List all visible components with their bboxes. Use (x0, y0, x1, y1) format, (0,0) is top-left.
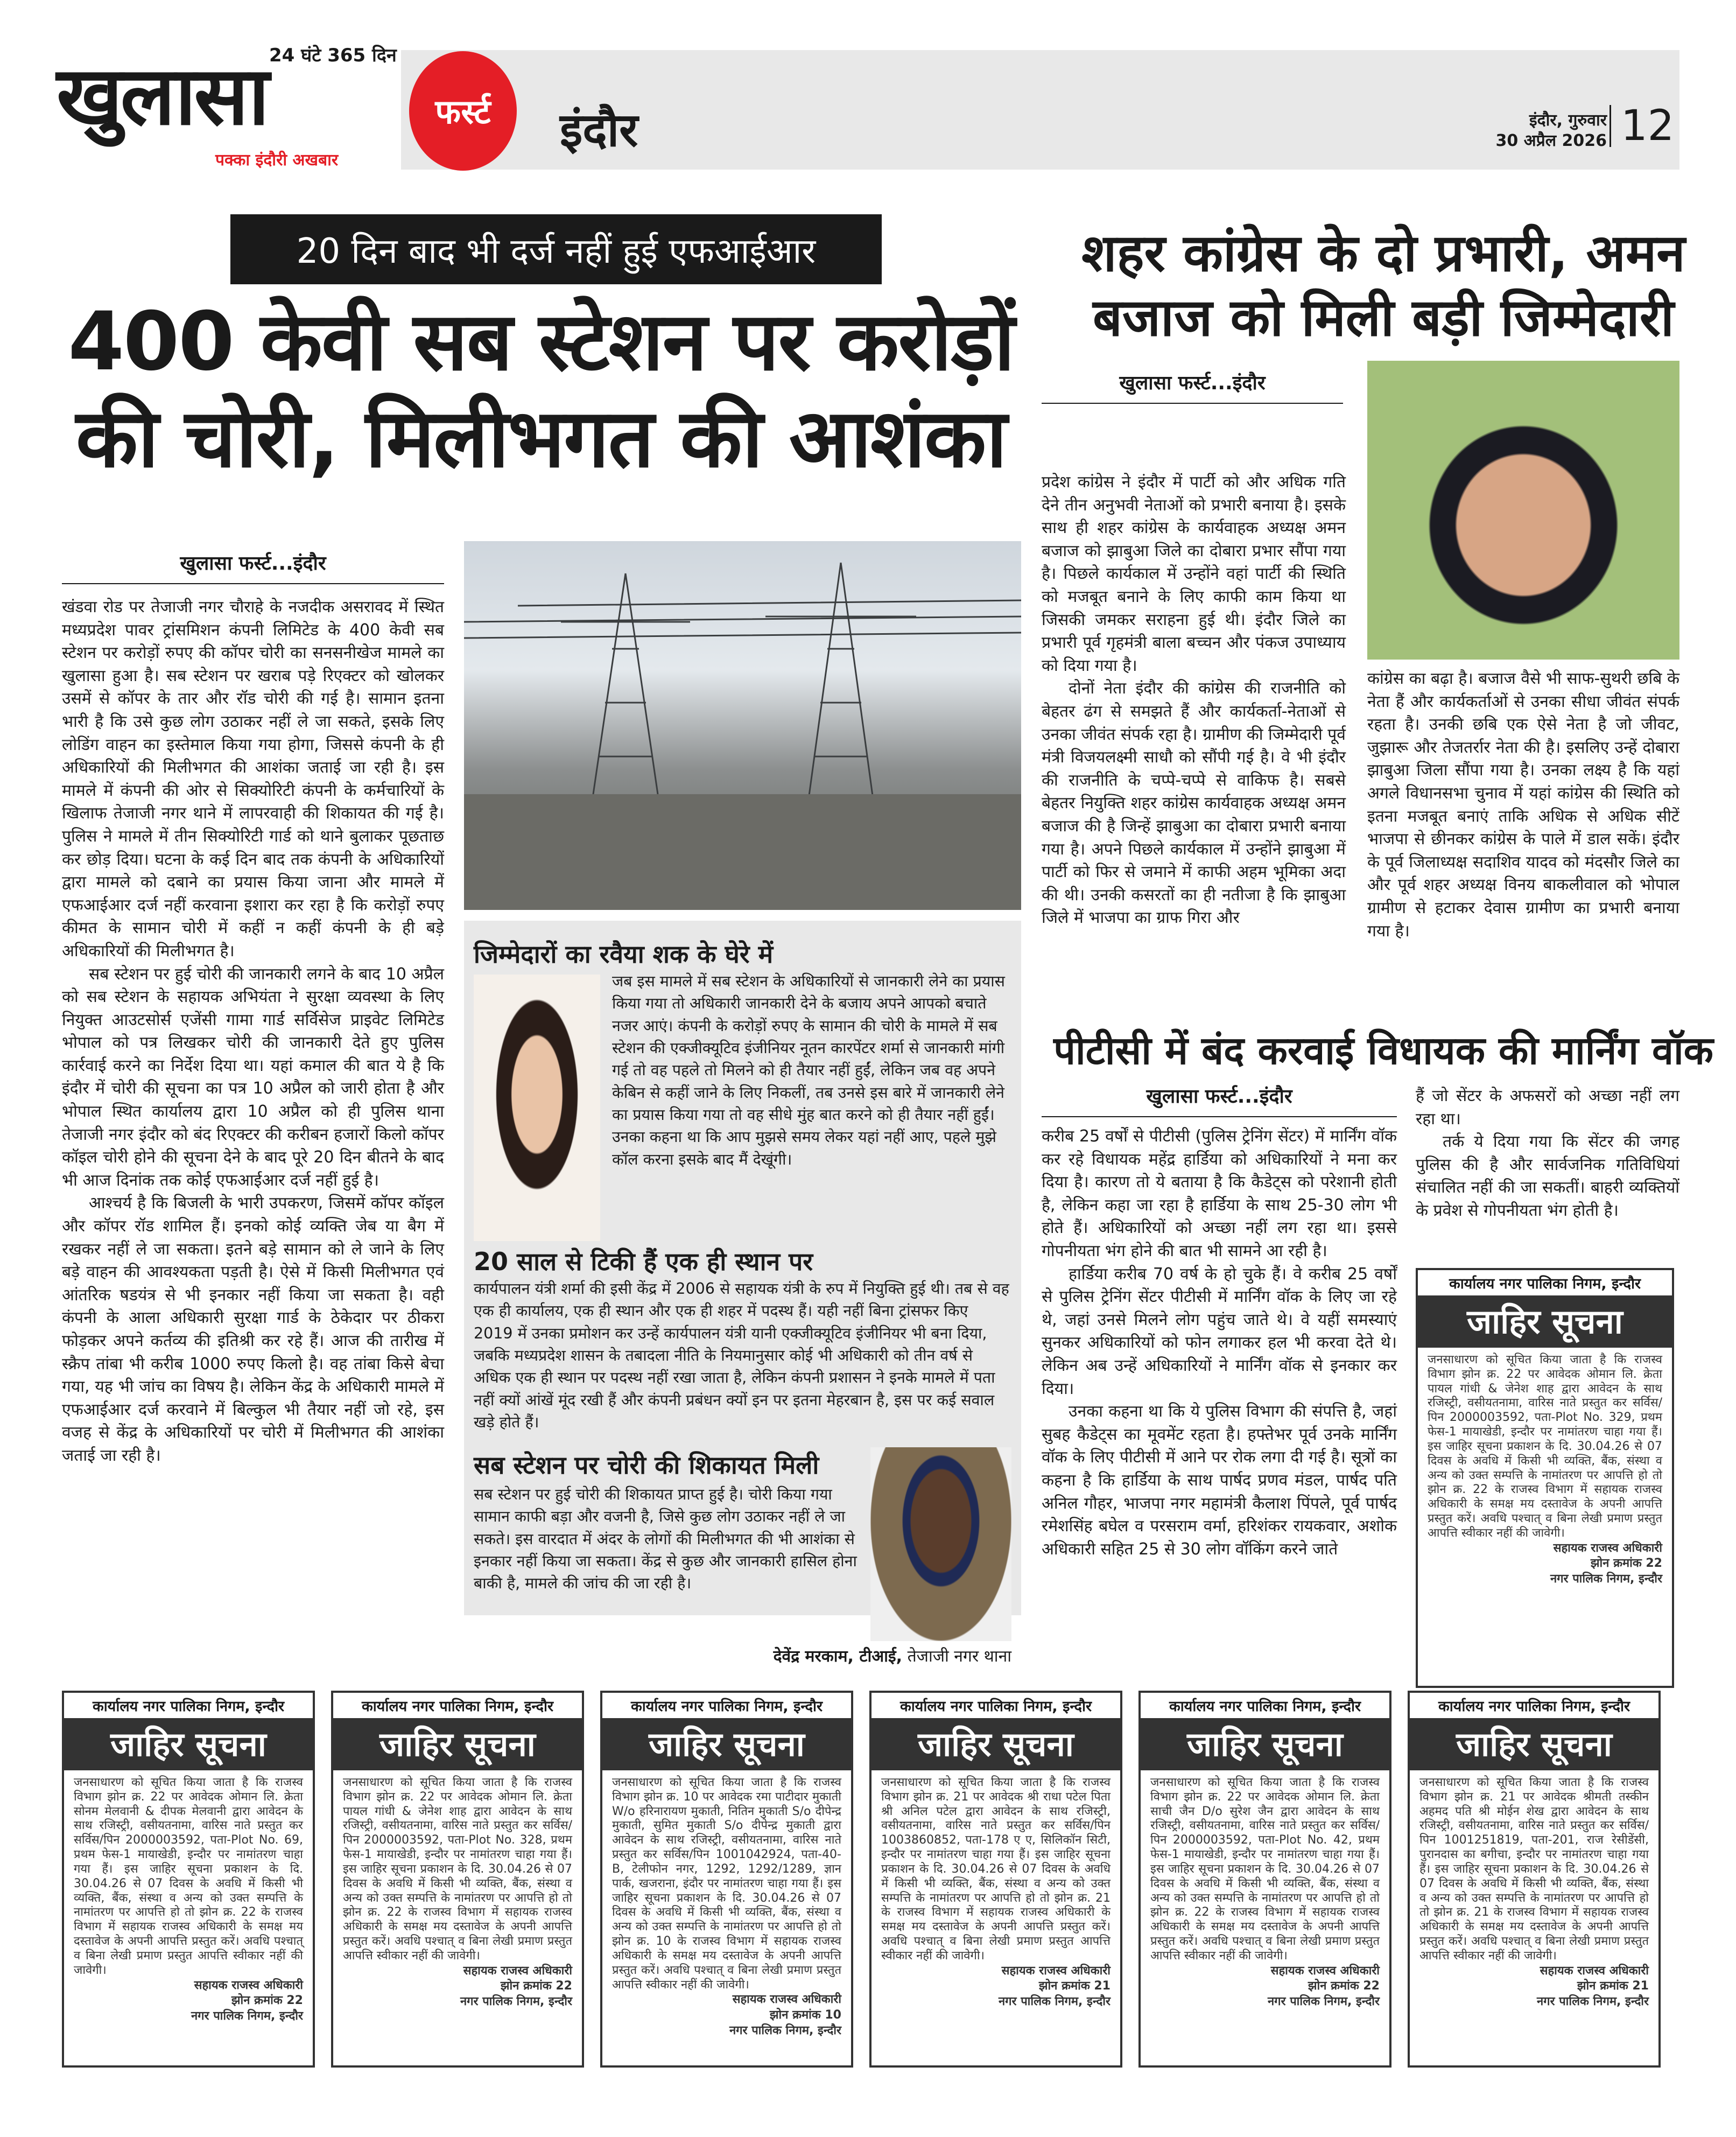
lead-paragraph: आश्चर्य है कि बिजली के भारी उपकरण, जिसमें कॉपर कॉइल और कॉपर रॉड शामिल हैं। इनको कोई व्यक्ति जेब या बैग में रखकर नहीं ले जा सकता। इतने बड़े सामान को ले जाने के लिए बड़े वाहन की आवश्यकता पड़ती है। ऐसे में किसी मिलीभगत एवं आंतरिक षडयंत्र से भी इनकार नहीं किया जा सकता है। वही कंपनी के आला अधिकारी सुरक्षा गार्ड के ठेकेदार पर ठीकरा फोड़कर अपने कर्तव्य की इतिश्री कर रहे हैं। आज की तारीख में स्क्रैप तांबा भी करीब 1000 रुपए किलो है। वह तांबा किसे बेचा गया, यह भी जांच का विषय है। लेकिन केंद्र के अधिकारी मामले में एफआईआर दर्ज करवाने में बिल्कुल भी तैयार नहीं जो रहे, इस वजह से केंद्र के अधिकारियों पर चोरी में मिलीभगत की आशंका जताई जा रही है। (62, 1194, 444, 1465)
sidebar-heading: 20 साल से टिकी हैं एक ही स्थान पर (474, 1247, 813, 1276)
newspaper-logo: खुलासा (57, 50, 268, 143)
sidebar-text: जब इस मामले में सब स्टेशन के अधिकारियों से जानकारी लेने का प्रयास किया गया तो अधिकारी जानकारी देने के बजाय अपने आपको बचाते नजर आएं। कंपनी के करोड़ों रुपए के सामान की चोरी के मामले में सब स्टेशन की एक्जीक्यूटिव इंजीनियर नूतन कारपेंटर शर्मा से जानकारी मांगी गई तो वह पहले तो मिलने को ही तैयार नहीं हुईं, लेकिन जब वह अपने केबिन से कहीं जाने के लिए निकलीं, तब उनसे इस बारे में जानकारी लेने का प्रयास किया गया तो वह सीधे मुंह बात करने को ही तैयार नहीं हुईं। उनका कहना था कि आप मुझसे समय लेकर यहां नहीं आए, पहले मुझे कॉल करना इसके बाद मैं देखूंगी। (474, 970, 1011, 1171)
ptc-headline: पीटीसी में बंद करवाई विधायक की मार्निंग वॉक (1053, 1028, 1713, 1073)
public-notice (869, 1691, 1122, 2068)
notice-text: जनसाधारण को सूचित किया जाता है कि राजस्व विभाग झोन क्र. 22 पर आवेदक ओमान लि. क्रेता सोनम मेलवानी & दीपक मेलवानी द्वारा आवेदन के साथ रजिस्ट्री, वसीयतनामा, वारिस नाते प्रस्तुत कर सर्विस/पिन 2000003592, पता-Plot No. 69, प्रथम फेस-1 मायाखेडी, इन्दौर पर नामांतरण चाहा गया हैं। इस जाहिर सूचना प्रकाशन के दि. 30.04.26 से 07 दिवस के अवधि में किसी भी व्यक्ति, बैंक, संस्था व अन्य को उक्त सम्पत्ति के नामांतरण पर आपत्ति हो तो झोन क्र. 22 के राजस्व विभाग में सहायक राजस्व अधिकारी के समक्ष मय दस्तावेज के अपनी आपत्ति प्रस्तुत करें। अवधि पश्चात् व बिना लेखी प्रमाण प्रस्तुत आपत्ति स्वीकार नहीं की जावेगी। (74, 1776, 303, 1977)
substation-photo (464, 541, 1021, 910)
ptc-paragraph: हार्डिया करीब 70 वर्ष के हो चुके हैं। वे करीब 25 वर्षों से पुलिस ट्रेनिंग सेंटर पीटीसी में मार्निंग वॉक के लिए जा रहे थे, जहां उनसे मिलने लोग पहुंच जाते थे। वे यहीं समस्याएं सुनकर अधिकारियों को फोन लगाकर हल भी करवा देते थे। लेकिन अब उन्हें अधिकारियों ने मार्निंग वॉक से इनकार कर दिया। (1042, 1264, 1397, 1398)
page-number: 12 (1610, 105, 1674, 147)
notice-text: जनसाधारण को सूचित किया जाता है कि राजस्व विभाग झोन क्र. 21 पर आवेदक श्री राधा पटेल पिता श्री अनिल पटेल द्वारा आवेदन के साथ रजिस्ट्री, वसीयतनामा, वारिस नाते प्रस्तुत कर सर्विस/पिन 1003860852, पता-178 ए ए, सिलिकॉन सिटी, इन्दौर पर नामांतरण चाहा गया हैं। इस जाहिर सूचना प्रकाशन के दि. 30.04.26 से 07 दिवस के अवधि में किसी भी व्यक्ति, बैंक, संस्था व अन्य को उक्त सम्पत्ति के नामांतरण पर आपत्ति हो तो झोन क्र. 21 के राजस्व विभाग में सहायक राजस्व अधिकारी के समक्ष मय दस्तावेज के अपनी आपत्ति प्रस्तुत करें। अवधि पश्चात् व बिना लेखी प्रमाण प्रस्तुत आपत्ति स्वीकार नहीं की जावेगी। (881, 1776, 1111, 1963)
notice-office: कार्यालय नगर पालिका निगम, इन्दौर (1418, 1270, 1672, 1297)
notice-office: कार्यालय नगर पालिका निगम, इन्दौर (871, 1693, 1120, 1720)
engineer-portrait (474, 975, 600, 1241)
congress-byline: खुलासा फर्स्ट...इंदौर (1042, 369, 1343, 404)
notice-signature: सहायक राजस्व अधिकारी झोन क्रमांक 21 नगर पालिक निगम, इन्दौर (1536, 1964, 1649, 2008)
ptc-paragraph: तर्क ये दिया गया कि सेंटर की जगह पुलिस की है और सार्वजनिक गतिविधियां संचालित नहीं की जा सकतीं। बाहरी व्यक्तियों के प्रवेश से गोपनीयता भंग होती है। (1416, 1132, 1679, 1220)
congress-article-column (1367, 668, 1679, 943)
notice-text: जनसाधारण को सूचित किया जाता है कि राजस्व विभाग झोन क्र. 22 पर आवेदक ओमान लि. क्रेता पायल गांधी & जेनेश शाह द्वारा आवेदन के साथ रजिस्ट्री, वसीयतनामा, वारिस नाते प्रस्तुत कर सर्विस/पिन 2000003592, पता-Plot No. 329, प्रथम फेस-1 मायाखेडी, इन्दौर पर नामांतरण चाहा गया हैं। इस जाहिर सूचना प्रकाशन के दि. 30.04.26 से 07 दिवस के अवधि में किसी भी व्यक्ति, बैंक, संस्था व अन्य को उक्त सम्पत्ति के नामांतरण पर आपत्ति हो तो झोन क्र. 22 के राजस्व विभाग में सहायक राजस्व अधिकारी के समक्ष मय दस्तावेज के अपनी आपत्ति प्रस्तुत करें। अवधि पश्चात् व बिना लेखी प्रमाण प्रस्तुत आपत्ति स्वीकार नहीं की जावेगी। (1428, 1353, 1662, 1540)
notice-office: कार्यालय नगर पालिका निगम, इन्दौर (64, 1693, 313, 1720)
ptc-article-column (1416, 1085, 1679, 1223)
public-notice (600, 1691, 853, 2068)
notice-signature: सहायक राजस्व अधिकारी झोन क्रमांक 22 नगर पालिक निगम, इन्दौर (1550, 1541, 1662, 1586)
congress-paragraph: प्रदेश कांग्रेस ने इंदौर में पार्टी को और अधिक गति देने तीन अनुभवी नेताओं को प्रभारी बनाया है। इसके साथ ही शहर कांग्रेस के कार्यवाहक अध्यक्ष अमन बजाज को झाबुआ जिले का दोबारा प्रभार सौंपा गया है। पिछले कार्यकाल में उन्होंने वहां पार्टी की स्थिति को मजबूत बनाने के लिए काफी काम किया था जिसकी जमकर सराहना हुई थी। इंदौर जिले का प्रभारी पूर्व गृहमंत्री बाला बच्चन और पंकज उपाध्याय को दिया गया है। (1042, 473, 1346, 675)
congress-headline: शहर कांग्रेस के दो प्रभारी, अमन बजाज को मिली बड़ी जिम्मेदारी (1081, 223, 1685, 348)
ptc-paragraph: करीब 25 वर्षों से पीटीसी (पुलिस ट्रेनिंग सेंटर) में मार्निंग वॉक कर रहे विधायक महेंद्र हार्डिया को अधिकारियों ने मना कर दिया है। कारण तो ये बताया है कि कैडेट्स को परेशानी होती है, लेकिन कहा जा रहा है हार्डिया के साथ 25-30 लोग भी होते हैं। अधिकारियों को अच्छा नहीं लग रहा था। इससे गोपनीयता भंग होने की बात भी सामने आ रही है। (1042, 1127, 1397, 1260)
notice-signature: सहायक राजस्व अधिकारी झोन क्रमांक 22 नगर पालिक निगम, इन्दौर (1267, 1964, 1380, 2008)
sidebar-text: कार्यपालन यंत्री शर्मा की इसी केंद्र में 2006 से सहायक यंत्री के रुप में नियुक्ति हुई थी। तब से वह एक ही कार्यालय, एक ही स्थान और एक ही शहर में पदस्थ हैं। यही नहीं बिना ट्रांसफर किए 2019 में उनका प्रमोशन कर उन्हें कार्यपालन यंत्री यानी एक्जीक्यूटिव इंजीनियर भी बना दिया, जबकि मध्यप्रदेश शासन के तबादला नीति के नियमानुसार कोई भी अधिकारी को तीन वर्ष से अधिक एक ही स्थान पर पदस्थ नहीं रखा जाता है, लेकिन कंपनी प्रशासन ने इनके मामले में पता नहीं क्यों आंखें मूंद रखी हैं और कंपनी प्रबंधन क्यों इन पर इतना मेहरबान है, इस पर कई सवाल खड़े होते हैं। (474, 1280, 1009, 1431)
sidebar-text: सब स्टेशन पर चोरी की शिकायत मिली सब स्टेशन पर हुई चोरी की शिकायत प्राप्त हुई है। चोरी किया गया सामान काफी बड़ा और वजनी है, जिसे कुछ लोग उठाकर नहीं ले जा सकते। इस वारदात में अंदर के लोगों की मिलीभगत की भी आशंका से इनकार नहीं किया जा सकता। केंद्र से कुछ और जानकारी हासिल होना बाकी है, मामले की जांच की जा रही है। (474, 1447, 1011, 1594)
notice-title: जाहिर सूचना (871, 1720, 1120, 1770)
congress-article-column (1042, 471, 1346, 930)
notice-title: जाहिर सूचना (64, 1720, 313, 1770)
transmission-tower-illustration (464, 541, 1021, 910)
notice-signature: सहायक राजस्व अधिकारी झोन क्रमांक 10 नगर पालिक निगम, इन्दौर (729, 1993, 841, 2037)
edition-name: इंदौर (560, 103, 638, 157)
notice-text: जनसाधारण को सूचित किया जाता है कि राजस्व विभाग झोन क्र. 10 पर आवेदक रमा पाटीदार मुकाती W/o हरिनारायण मुकाती, नितिन मुकाती S/o दीपेन्द्र मुकाती, सुमित मुकाती S/o दीपेन्द्र मुकाती द्वारा आवेदन के साथ रजिस्ट्री, वसीयतनामा, वारिस नाते प्रस्तुत कर सर्विस/पिन 1001042924, पता-40-B, टेलीफोन नगर, 1292, 1292/1289, ज्ञान पार्क, खजराना, इंदौर पर नामांतरण चाहा गया हैं। इस जाहिर सूचना प्रकाशन के दि. 30.04.26 से 07 दिवस के अवधि में किसी भी व्यक्ति, बैंक, संस्था व अन्य को उक्त सम्पत्ति के नामांतरण पर आपत्ति हो तो झोन क्र. 10 के राजस्व विभाग में सहायक राजस्व अधिकारी के समक्ष मय दस्तावेज के अपनी आपत्ति प्रस्तुत करें। अवधि पश्चात् व बिना लेखी प्रमाण प्रस्तुत आपत्ति स्वीकार नहीं की जावेगी। (612, 1776, 841, 1992)
lead-kicker (230, 214, 882, 284)
congress-paragraph: दोनों नेता इंदौर की कांग्रेस की राजनीति को बेहतर ढंग से समझते हैं और कार्यकर्ता-नेताओं से उनका जीवंत संपर्क रहा है। ग्रामीण की जिम्मेदारी पूर्व मंत्री विजयलक्ष्मी साधौ को सौंपी गई है। वे भी इंदौर की राजनीति के चप्पे-चप्पे से वाकिफ है। सबसे बेहतर नियुक्ति शहर कांग्रेस कार्यवाहक अध्यक्ष अमन बजाज की है जिन्हें झाबुआ का दोबारा प्रभारी बनाया गया है। अपने पिछले कार्यकाल में उन्होंने झाबुआ में पार्टी को फिर से जमाने में काफी अहम भूमिका अदा की थी। उनकी कसरतों का ही नतीजा है कि झाबुआ जिले में भाजपा का ग्राफ गिरा और (1042, 679, 1346, 928)
notice-text: जनसाधारण को सूचित किया जाता है कि राजस्व विभाग झोन क्र. 22 पर आवेदक ओमान लि. क्रेता पायल गांधी & जेनेश शाह द्वारा आवेदन के साथ रजिस्ट्री, वसीयतनामा, वारिस नाते प्रस्तुत कर सर्विस/पिन 2000003592, पता-Plot No. 328, प्रथम फेस-1 मायाखेडी, इन्दौर पर नामांतरण चाहा गया हैं। इस जाहिर सूचना प्रकाशन के दि. 30.04.26 से 07 दिवस के अवधि में किसी भी व्यक्ति, बैंक, संस्था व अन्य को उक्त सम्पत्ति के नामांतरण पर आपत्ति हो तो झोन क्र. 22 के राजस्व विभाग में सहायक राजस्व अधिकारी के समक्ष मय दस्तावेज के अपनी आपत्ति प्रस्तुत करें। अवधि पश्चात् व बिना लेखी प्रमाण प्रस्तुत आपत्ति स्वीकार नहीं की जावेगी। (343, 1776, 572, 1963)
dateline-date: 30 अप्रैल 2026 (1495, 131, 1607, 150)
lead-kicker-text: 20 दिन बाद भी दर्ज नहीं हुई एफआईआर (296, 231, 816, 271)
notice-office: कार्यालय नगर पालिका निगम, इन्दौर (333, 1693, 582, 1720)
masthead-tagline: 24 घंटे 365 दिन (269, 45, 397, 66)
police-officer-portrait (870, 1447, 1011, 1641)
public-notice (1408, 1691, 1661, 2068)
sidebar-heading: जिम्मेदारों का रवैया शक के घेरे में (474, 940, 774, 969)
notice-title: जाहिर सूचना (1418, 1297, 1672, 1348)
notice-text: जनसाधारण को सूचित किया जाता है कि राजस्व विभाग झोन क्र. 22 पर आवेदक ओमान लि. क्रेता साची जैन D/o सुरेश जैन द्वारा आवेदन के साथ रजिस्ट्री, वसीयतनामा, वारिस नाते प्रस्तुत कर सर्विस/पिन 2000003592, पता-Plot No. 42, प्रथम फेस-1 मायाखेडी, इन्दौर पर नामांतरण चाहा गया हैं। इस जाहिर सूचना प्रकाशन के दि. 30.04.26 से 07 दिवस के अवधि में किसी भी व्यक्ति, बैंक, संस्था व अन्य को उक्त सम्पत्ति के नामांतरण पर आपत्ति हो तो झोन क्र. 22 के राजस्व विभाग में सहायक राजस्व अधिकारी के समक्ष मय दस्तावेज के अपनी आपत्ति प्रस्तुत करें। अवधि पश्चात् व बिना लेखी प्रमाण प्रस्तुत आपत्ति स्वीकार नहीं की जावेगी। (1150, 1776, 1380, 1963)
lead-article-body (62, 596, 444, 1468)
logo-subtitle: पक्का इंदौरी अखबार (215, 151, 339, 170)
lead-article-column (62, 549, 444, 1468)
public-notice (1416, 1268, 1674, 1688)
ptc-paragraph: उनका कहना था कि ये पुलिस विभाग की संपत्ति है, जहां सुबह कैडेट्स का मूवमेंट रहता है। हफ्तेभर पूर्व उनके मार्निंग वॉक के लिए पीटीसी में आने पर रोक लगा दी गई है। सूत्रों का कहना है कि हार्डिया के साथ पार्षद प्रणव मंडल, पार्षद पति अनिल गौहर, भाजपा नगर महामंत्री कैलाश पिंपले, पूर्व पार्षद रमेशसिंह बघेल व परसराम वर्मा, हरिशंकर रायकवार, अशोक अधिकारी सहित 25 से 30 लोग वॉकिंग करने जाते (1042, 1402, 1397, 1559)
lead-paragraph: खंडवा रोड पर तेजाजी नगर चौराहे के नजदीक असरावद में स्थित मध्यप्रदेश पावर ट्रांसमिशन कंपनी लिमिटेड के 400 केवी सब स्टेशन पर करोड़ों रुपए की कॉपर चोरी का सनसनीखेज मामले का खुलासा हुआ है। सब स्टेशन पर खराब पड़े रिएक्टर को खोलकर उसमें से कॉपर के तार और रॉड चोरी की गई है। सामान इतना भारी है कि उसे कुछ लोग उठाकर नहीं ले जा सकते, इसके लिए लोडिंग वाहन का इस्तेमाल किया गया होगा, जिससे कंपनी के ही अधिकारियों की मिलीभगत की आशंका जताई जा रही है। इस मामले में कंपनी की ओर से सिक्योरिटी कंपनी के कर्मचारियों के खिलाफ तेजाजी नगर थाने में लापरवाही की शिकायत की गई है। पुलिस ने मामले में तीन सिक्योरिटी गार्ड को थाने बुलाकर पूछताछ कर छोड़ दिया। घटना के कई दिन बाद तक कंपनी के अधिकारियों द्वारा मामले को दबाने का प्रयास किया जाना और मामले में एफआईआर दर्ज नहीं करवाना इशारा कर रहा है कि करोड़ों रुपए कीमत के सामान चोरी में कहीं न कहीं कंपनी के ही बड़े अधिकारियों की मिलीभगत है। (62, 598, 444, 961)
notice-title: जाहिर सूचना (1410, 1720, 1658, 1770)
sidebar-box (464, 921, 1021, 1666)
aman-bajaj-photo (1367, 361, 1679, 660)
lead-paragraph: सब स्टेशन पर हुई चोरी की जानकारी लगने के बाद 10 अप्रैल को सब स्टेशन के सहायक अभियंता ने सुरक्षा व्यवस्था के लिए नियुक्त आउटसोर्स एजेंसी गामा गार्ड सर्विसेज प्राइवेट लिमिटेड भोपाल को पत्र लिखकर चोरी की जानकारी देते हुए पुलिस कार्रवाई करने का निर्देश दिया था। यहां कमाल की बात ये है कि इंदौर में चोरी की सूचना का पत्र 10 अप्रैल को जारी होता है और भोपाल स्थित कार्यालय द्वारा 10 अप्रैल को ही पुलिस थाना तेजाजी नगर इंदौर को बंद रिएक्टर की करीबन हजारों किलो कॉपर कॉइल चोरी होने की सूचना देने के बाद पूरे 20 दिन बीतने के बाद भी आज दिनांक तक कोई एफआईआर दर्ज नहीं हुई है। (62, 964, 444, 1190)
notice-text: जनसाधारण को सूचित किया जाता है कि राजस्व विभाग झोन क्र. 21 पर आवेदक श्रीमती तस्कीन अहमद पति श्री मोईन शेख द्वारा आवेदन के साथ रजिस्ट्री, वसीयतनामा, वारिस नाते प्रस्तुत कर सर्विस/पिन 1001251819, पता-201, राज रेसीडेंसी, पुरानदास का बगीचा, इन्दौर पर नामांतरण चाहा गया हैं। इस जाहिर सूचना प्रकाशन के दि. 30.04.26 से 07 दिवस के अवधि में किसी भी व्यक्ति, बैंक, संस्था व अन्य को उक्त सम्पत्ति के नामांतरण पर आपत्ति हो तो झोन क्र. 21 के राजस्व विभाग में सहायक राजस्व अधिकारी के समक्ष मय दस्तावेज के अपनी आपत्ति प्रस्तुत करें। अवधि पश्चात् व बिना लेखी प्रमाण प्रस्तुत आपत्ति स्वीकार नहीं की जावेगी। (1419, 1776, 1649, 1963)
notice-title: जाहिर सूचना (333, 1720, 582, 1770)
notice-office: कार्यालय नगर पालिका निगम, इन्दौर (1410, 1693, 1658, 1720)
notice-office: कार्यालय नगर पालिका निगम, इन्दौर (602, 1693, 851, 1720)
lead-headline: 400 केवी सब स्टेशन पर करोड़ों की चोरी, मिलीभगत की आशंका (68, 295, 1014, 486)
congress-paragraph: कांग्रेस का बढ़ा है। बजाज वैसे भी साफ-सुथरी छबि के नेता हैं और कार्यकर्ताओं से उनका सीधा जीवंत संपर्क रहता है। उनकी छबि एक ऐसे नेता है जो जीवट, जुझारू और तेजतर्रार नेता की है। इसलिए उन्हें दोबारा झाबुआ जिला सौंपा गया है। उनका लक्ष्य है कि यहां अगले विधानसभा चुनाव में यहां कांग्रेस की स्थिति को इतना मजबूत बनाएं ताकि अधिक से अधिक सीटें भाजपा से छीनकर कांग्रेस के पाले में डाल सकें। इंदौर के पूर्व जिलाध्यक्ष सदाशिव यादव को मंदसौर जिले का और पूर्व शहर अध्यक्ष विनय बाकलीवाल को भोपाल ग्रामीण से हटाकर देवास ग्रामीण का प्रभारी बनाया गया है। (1367, 669, 1679, 941)
notice-office: कार्यालय नगर पालिका निगम, इन्दौर (1141, 1693, 1389, 1720)
dateline-day: इंदौर, गुरुवार (1529, 111, 1607, 130)
lead-byline: खुलासा फर्स्ट...इंदौर (62, 549, 444, 584)
quote-attribution: देवेंद्र मरकाम, टीआई, तेजाजी नगर थाना (773, 1647, 1011, 1666)
notice-signature: सहायक राजस्व अधिकारी झोन क्रमांक 21 नगर पालिक निगम, इन्दौर (998, 1964, 1111, 2008)
public-notice (1138, 1691, 1391, 2068)
sidebar-heading: सब स्टेशन पर चोरी की शिकायत मिली (474, 1451, 819, 1480)
notice-signature: सहायक राजस्व अधिकारी झोन क्रमांक 22 नगर पालिक निगम, इन्दौर (191, 1978, 303, 2023)
dateline (1496, 110, 1607, 151)
public-notice (331, 1691, 584, 2068)
ptc-article-column (1042, 1125, 1397, 1561)
notice-signature: सहायक राजस्व अधिकारी झोन क्रमांक 22 नगर पालिक निगम, इन्दौर (460, 1964, 572, 2008)
logo-badge-text: फर्स्ट (435, 92, 491, 131)
logo-badge (409, 51, 517, 171)
notice-title: जाहिर सूचना (602, 1720, 851, 1770)
ptc-byline: खुलासा फर्स्ट...इंदौर (1042, 1082, 1397, 1117)
notice-title: जाहिर सूचना (1141, 1720, 1389, 1770)
ptc-paragraph: हैं जो सेंटर के अफसरों को अच्छा नहीं लग रहा था। (1416, 1087, 1679, 1129)
public-notice (62, 1691, 315, 2068)
